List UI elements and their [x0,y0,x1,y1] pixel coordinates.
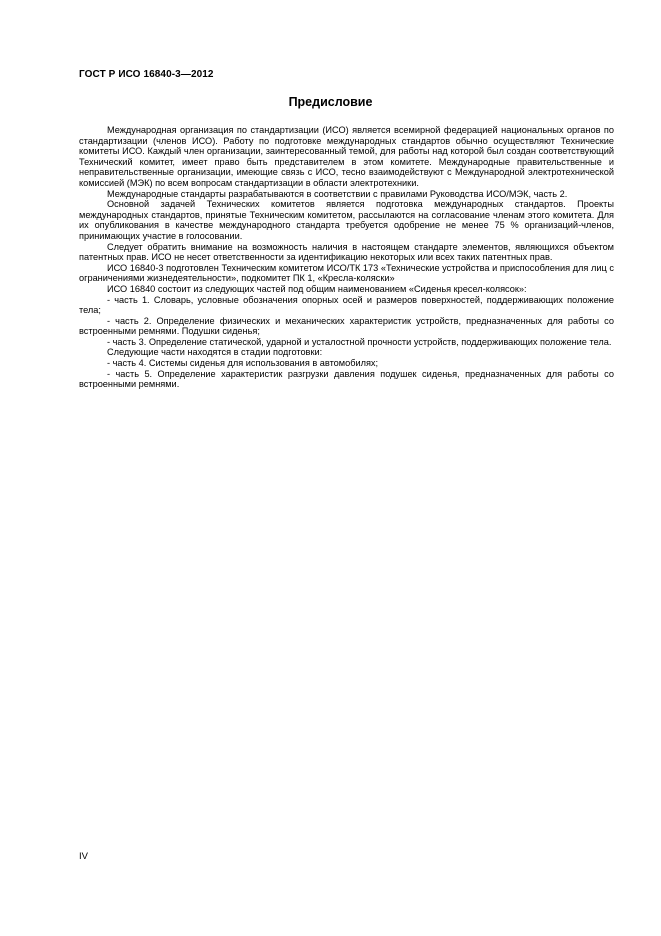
paragraph-parts-intro: ИСО 16840 состоит из следующих частей под общим наименованием «Сиденья кресел-колясок»: [107,283,527,294]
foreword-body [79,125,614,390]
list-item-part-5: - часть 5. Определение характеристик разгрузки давления подушек сиденья, предназначенных для работы со встроенными ремнями. [79,368,614,390]
page-number: IV [79,851,88,862]
paragraph-directives: Международные стандарты разрабатываются в соответствии с правилами Руководства ИСО/МЭК, часть 2. [107,188,568,199]
paragraph-patents: Следует обратить внимание на возможность наличия в настоящем стандарте элементов, являющихся объектом патентных прав. ИСО не несет ответственности за идентификацию некоторых или всех таких патентных прав. [79,241,614,263]
paragraph-main-task: Основной задачей Технических комитетов является подготовка международных стандартов. Проекты международных стандартов, принятые Техническим комитетом, рассылаются на согласование членам этого комитета. Для их опубликования в качестве международного стандарта требуется одобрение не менее 75 % организаций-членов, принимающих участие в голосовании. [79,199,614,241]
paragraph-in-preparation: Следующие части находятся в стадии подготовки: [107,347,323,358]
paragraph-iso-intro: Международная организация по стандартизации (ИСО) является всемирной федерацией национальных органов по стандартизации (членов ИСО). Работу по подготовке международных стандартов обычно осуществляют Технические комитеты ИСО. Каждый член организации, заинтересованный темой, для работы над которой был создан соответствующий Технический комитет, имеет право быть представителем в этом комитете. Международные правительственные и неправительственные организации, имеющие связь с ИСО, тесно взаимодействуют с Международной электротехнической комиссией (МЭК) по всем вопросам стандартизации в области электротехники. [79,125,614,188]
document-header: ГОСТ Р ИСО 16840-3—2012 [79,69,214,80]
list-item-part-2: - часть 2. Определение физических и механических характеристик устройств, предназначенных для работы со встроенными ремнями. Подушки сиденья; [79,315,614,337]
list-item-part-3: - часть 3. Определение статической, ударной и усталостной прочности устройств, поддерживающих положение тела. [107,336,612,347]
list-item-part-1: - часть 1. Словарь, условные обозначения опорных осей и размеров поверхностей, поддерживающих положение тела; [79,294,614,316]
section-title: Предисловие [288,95,373,109]
list-item-part-4: - часть 4. Системы сиденья для использования в автомобилях; [107,358,379,369]
paragraph-prepared-by: ИСО 16840-3 подготовлен Техническим комитетом ИСО/ТК 173 «Технические устройства и приспособления для лиц с ограничениями жизнедеятельности», подкомитет ПК 1, «Кресла-коляски» [79,262,614,284]
